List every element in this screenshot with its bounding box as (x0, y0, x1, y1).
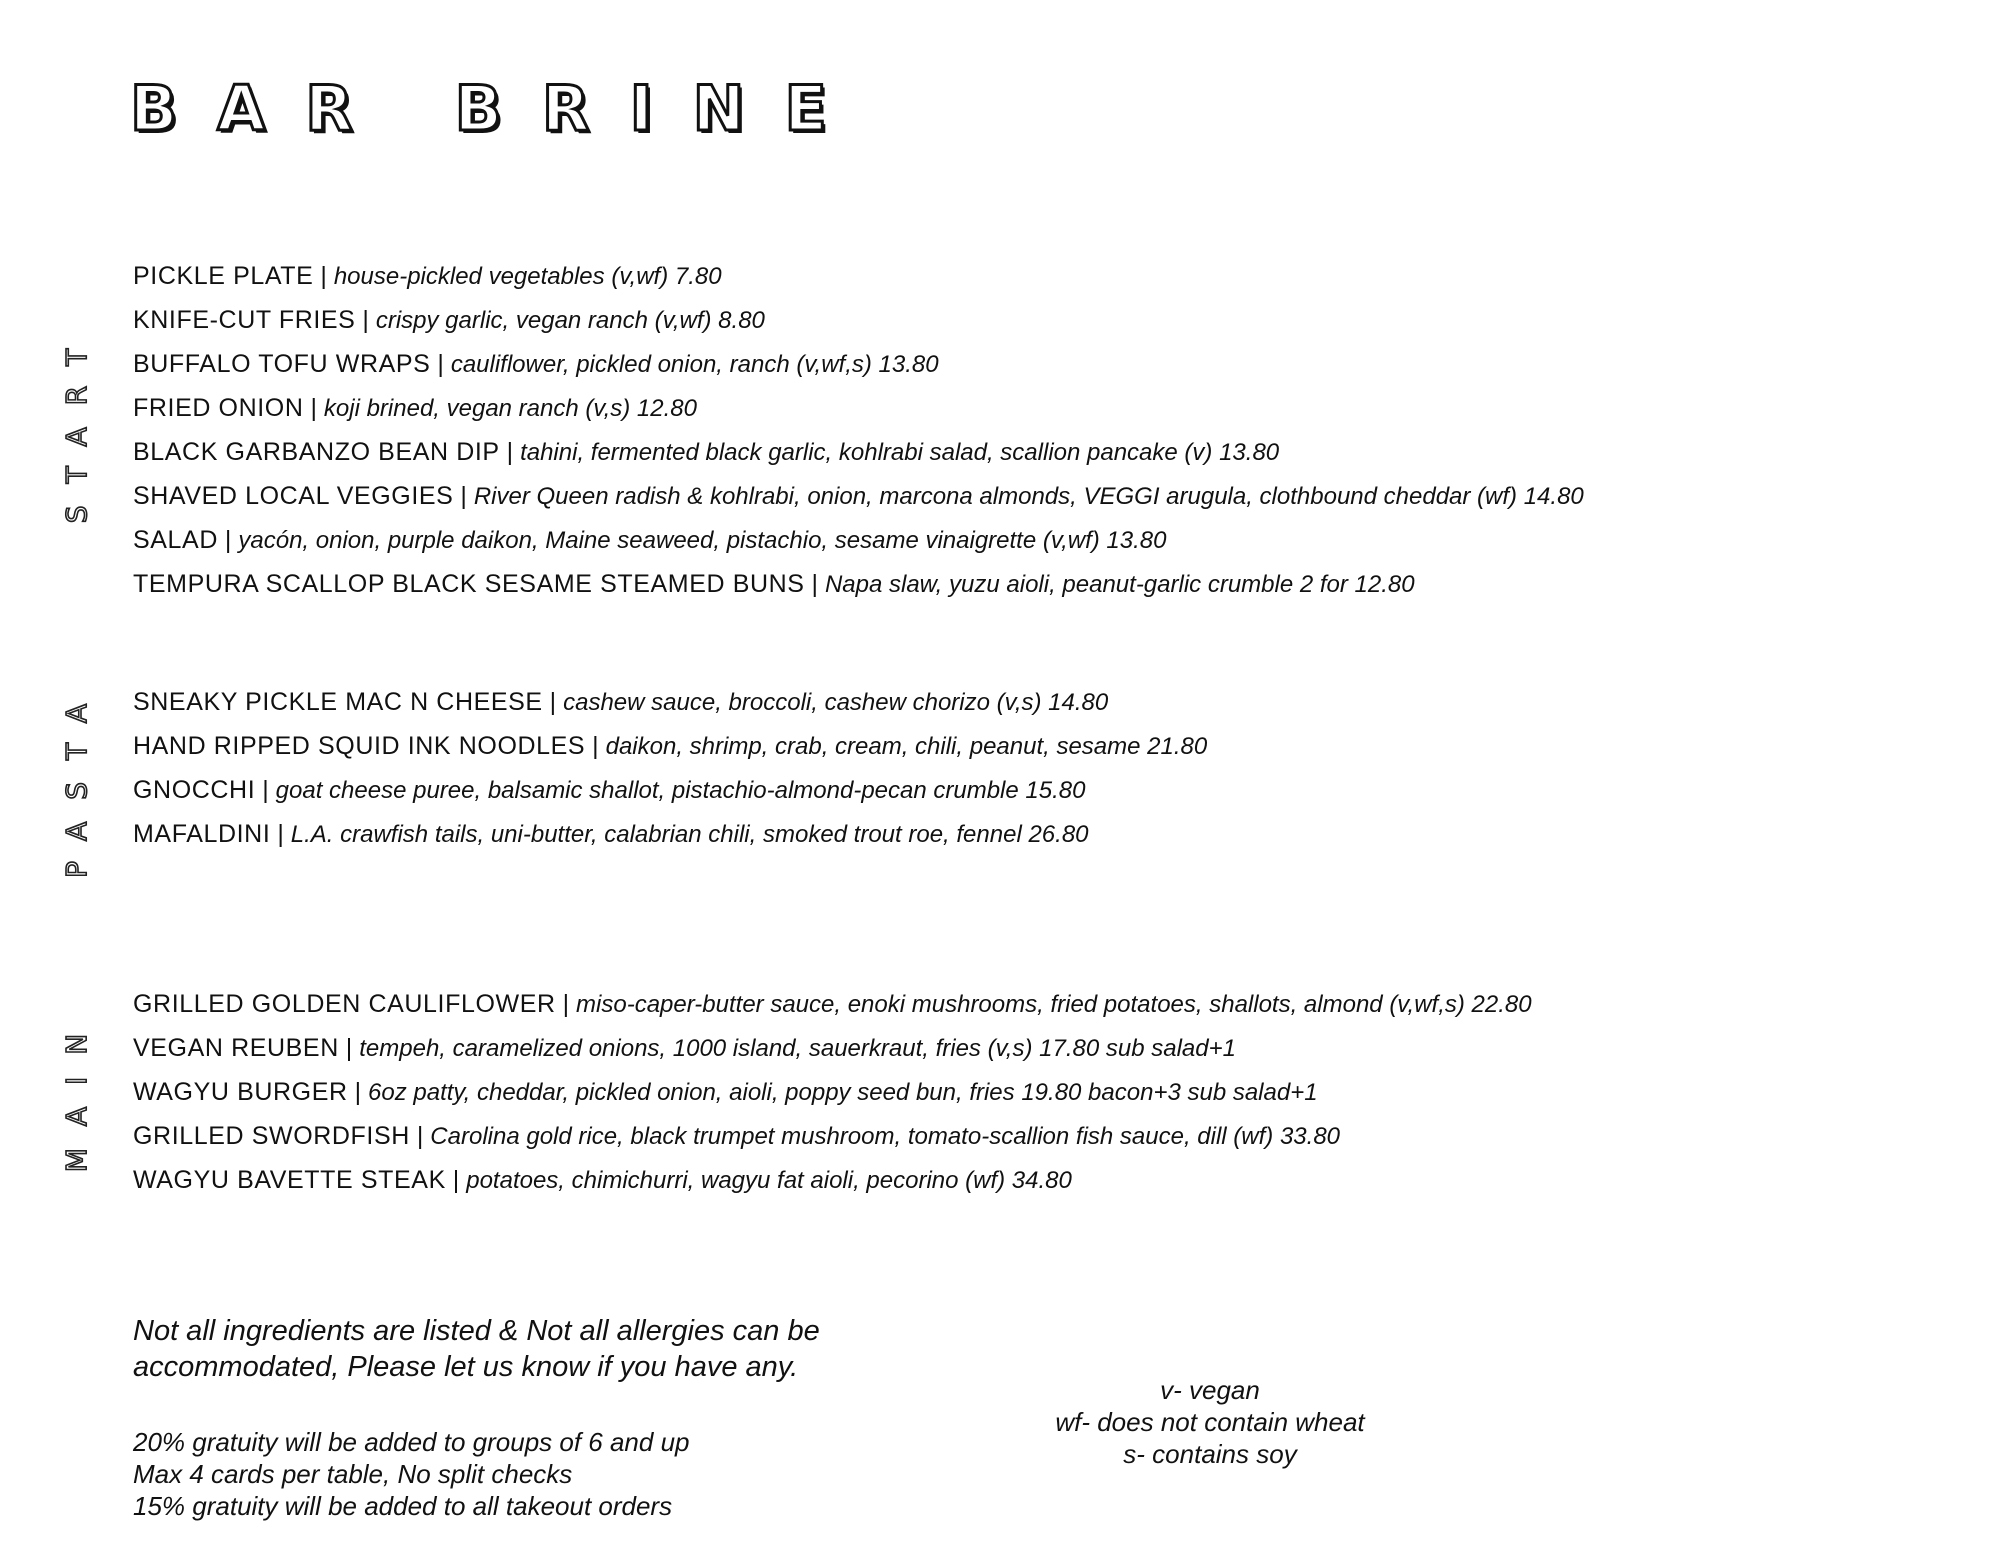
menu-item (133, 680, 1207, 724)
separator: | (217, 526, 239, 554)
menu-item (133, 474, 1584, 518)
menu-item (133, 386, 1584, 430)
item-name: FRIED ONION (133, 394, 304, 422)
item-name: MAFALDINI (133, 820, 271, 848)
gratuity-takeout-note: 15% gratuity will be added to all takeout orders (133, 1491, 673, 1521)
legend-vegan: v- vegan (1160, 1375, 1260, 1405)
separator: | (303, 394, 324, 422)
menu-item (133, 1026, 1532, 1070)
menu-item (133, 724, 1207, 768)
item-description: goat cheese puree, balsamic shallot, pistachio-almond-pecan crumble 15.80 (275, 777, 1086, 804)
item-name: SHAVED LOCAL VEGGIES (133, 482, 454, 510)
item-name: HAND RIPPED SQUID INK NOODLES (133, 732, 586, 760)
legend-soy: s- contains soy (1123, 1439, 1297, 1469)
menu-item (133, 430, 1584, 474)
item-name: GRILLED GOLDEN CAULIFLOWER (133, 990, 556, 1018)
cards-note: Max 4 cards per table, No split checks (133, 1459, 573, 1489)
item-description: cauliflower, pickled onion, ranch (v,wf,s) 13.80 (450, 351, 939, 378)
separator: | (430, 350, 451, 378)
item-description: River Queen radish & kohlrabi, onion, marcona almonds, VEGGI arugula, clothbound cheddar (wf) 14.80 (473, 483, 1584, 510)
item-description: crispy garlic, vegan ranch (v,wf) 8.80 (375, 307, 765, 334)
item-name: WAGYU BURGER (133, 1078, 348, 1106)
separator: | (270, 820, 291, 848)
section-label-pasta: PASTA (60, 681, 93, 879)
item-description: yacón, onion, purple daikon, Maine seaweed, pistachio, sesame vinaigrette (v,wf) 13.80 (238, 527, 1167, 554)
item-description: potatoes, chimichurri, wagyu fat aioli, pecorino (wf) 34.80 (466, 1167, 1072, 1194)
item-name: BUFFALO TOFU WRAPS (133, 350, 431, 378)
menu-item (133, 342, 1584, 386)
separator: | (313, 262, 334, 290)
separator: | (542, 688, 564, 716)
menu-item (133, 298, 1584, 342)
item-name: BLACK GARBANZO BEAN DIP (133, 438, 500, 466)
gratuity-groups-note: 20% gratuity will be added to groups of 6 and up (133, 1427, 690, 1457)
separator: | (255, 776, 276, 804)
separator: | (453, 482, 474, 510)
item-name: SNEAKY PICKLE MAC N CHEESE (133, 688, 543, 716)
separator: | (585, 732, 606, 760)
menu-list-pasta (133, 680, 1207, 856)
menu-item (133, 1070, 1532, 1114)
item-description: koji brined, vegan ranch (v,s) 12.80 (323, 395, 697, 422)
dietary-legend (1050, 1374, 1370, 1470)
policy-notes (133, 1426, 690, 1522)
separator: | (355, 306, 376, 334)
item-description: tahini, fermented black garlic, kohlrabi salad, scallion pancake (v) 13.80 (520, 439, 1280, 466)
menu-item (133, 518, 1584, 562)
section-label-start: START (60, 326, 93, 524)
menu-item (133, 1158, 1532, 1202)
item-name: GNOCCHI (133, 776, 256, 804)
item-name: WAGYU BAVETTE STEAK (133, 1166, 446, 1194)
item-description: daikon, shrimp, crab, cream, chili, peanut, sesame 21.80 (605, 733, 1208, 760)
item-name: KNIFE-CUT FRIES (133, 306, 356, 334)
restaurant-title: BAR BRINE (130, 72, 867, 145)
item-name: GRILLED SWORDFISH (133, 1122, 410, 1150)
legend-wheat-free: wf- does not contain wheat (1055, 1407, 1365, 1437)
separator: | (347, 1078, 369, 1106)
menu-list-start (133, 254, 1584, 606)
separator: | (338, 1034, 360, 1062)
menu-item (133, 562, 1584, 606)
menu-item (133, 254, 1584, 298)
item-name: TEMPURA SCALLOP BLACK SESAME STEAMED BUNS (133, 570, 805, 598)
separator: | (555, 990, 577, 1018)
allergy-note: Not all ingredients are listed & Not all allergies can be accommodated, Please let us know if you have any. (133, 1315, 820, 1383)
separator: | (804, 570, 825, 598)
menu-list-main (133, 982, 1532, 1202)
item-description: miso-caper-butter sauce, enoki mushrooms, fried potatoes, shallots, almond (v,wf,s) 22.80 (576, 991, 1532, 1018)
item-description: cashew sauce, broccoli, cashew chorizo (v,s) 14.80 (563, 689, 1109, 716)
item-description: house-pickled vegetables (v,wf) 7.80 (333, 263, 722, 290)
separator: | (409, 1122, 431, 1150)
menu-item (133, 1114, 1532, 1158)
item-name: PICKLE PLATE (133, 262, 314, 290)
separator: | (499, 438, 521, 466)
item-name: VEGAN REUBEN (133, 1034, 339, 1062)
menu-item (133, 982, 1532, 1026)
section-label-main: MAIN (60, 1011, 93, 1173)
item-description: L.A. crawfish tails, uni-butter, calabrian chili, smoked trout roe, fennel 26.80 (290, 821, 1089, 848)
item-description: Carolina gold rice, black trumpet mushroom, tomato-scallion fish sauce, dill (wf) 33.80 (430, 1123, 1341, 1150)
item-description: Napa slaw, yuzu aioli, peanut-garlic crumble 2 for 12.80 (824, 571, 1415, 598)
item-description: 6oz patty, cheddar, pickled onion, aioli, poppy seed bun, fries 19.80 bacon+3 sub salad+1 (368, 1079, 1318, 1106)
menu-item (133, 768, 1207, 812)
item-description: tempeh, caramelized onions, 1000 island, sauerkraut, fries (v,s) 17.80 sub salad+1 (359, 1035, 1236, 1062)
item-name: SALAD (133, 526, 218, 554)
separator: | (445, 1166, 467, 1194)
menu-item (133, 812, 1207, 856)
